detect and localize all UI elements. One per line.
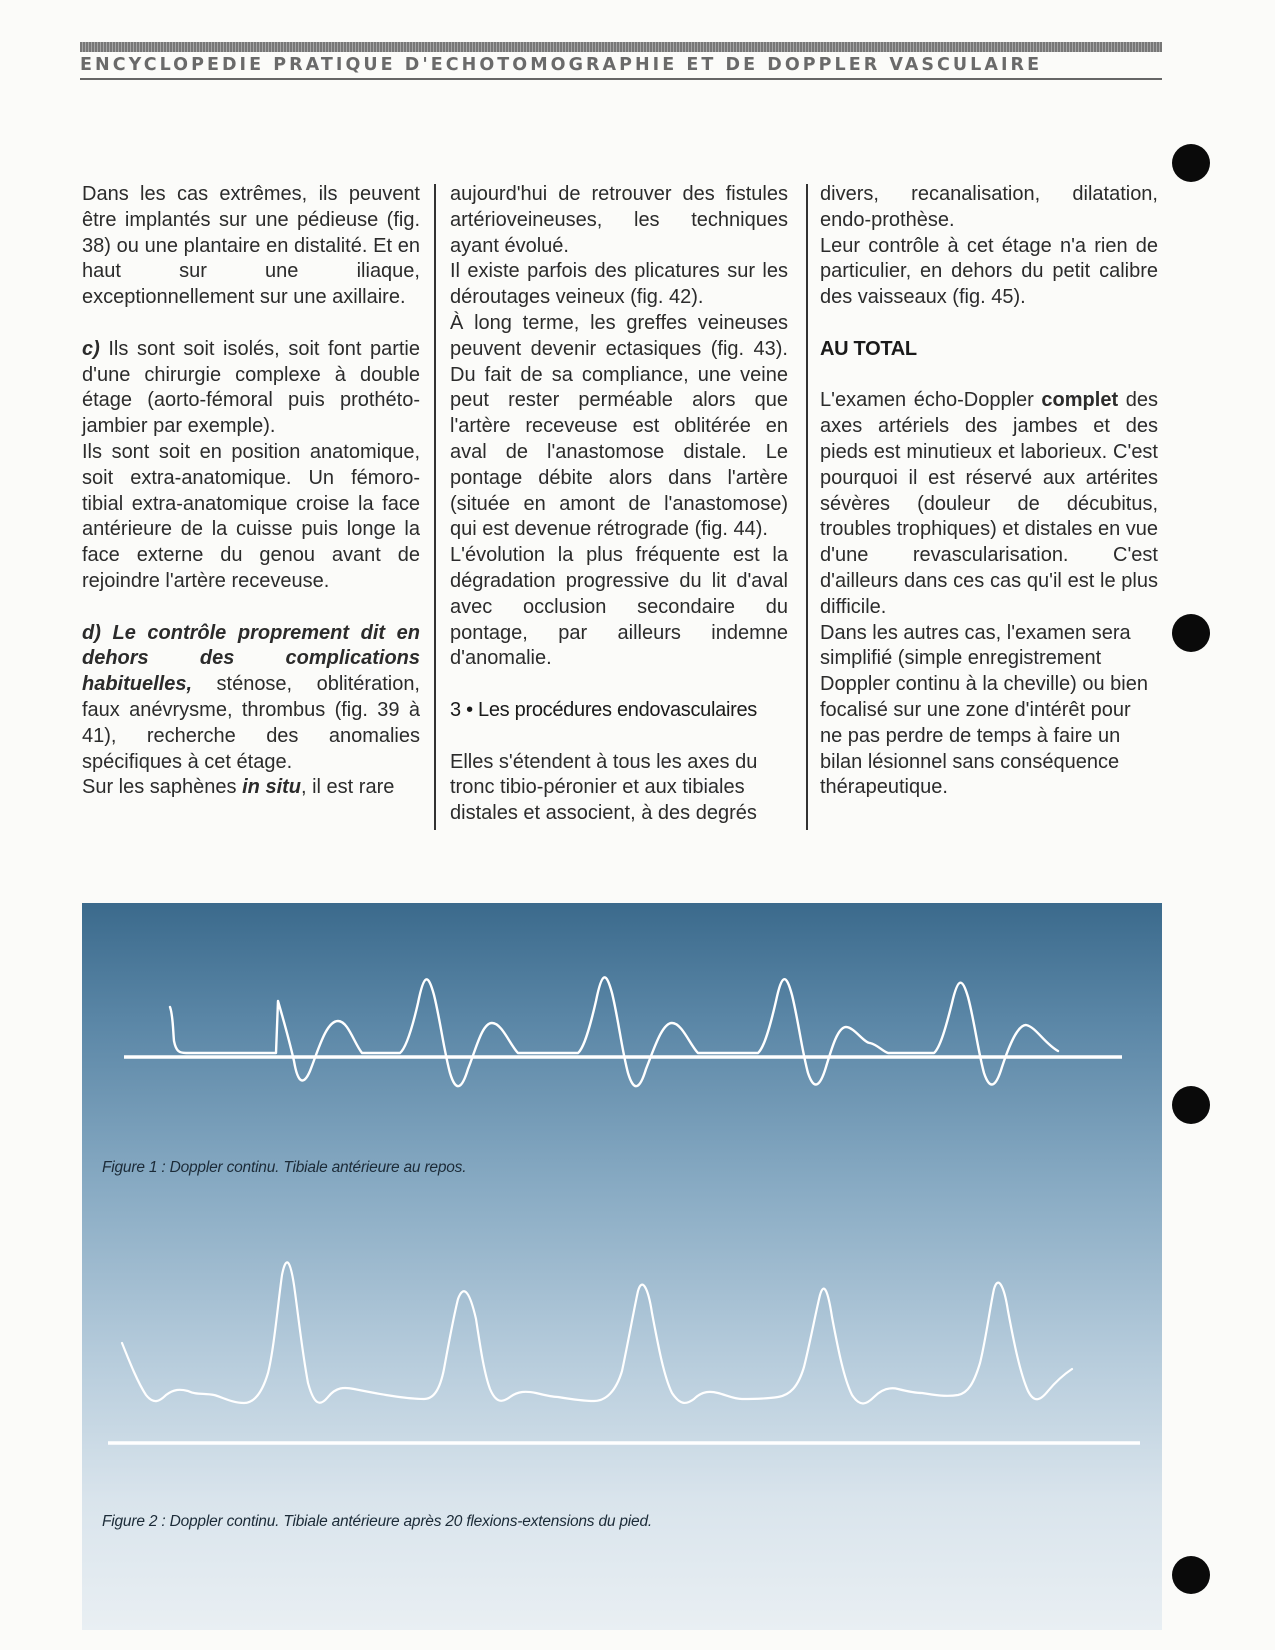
doppler-figure-panel: [82, 903, 1162, 1630]
paragraph: Leur contrôle à cet étage n'a rien de particulier, en dehors du petit calibre des vaisseaux (fig. 45).: [820, 234, 1158, 309]
paragraph: Elles s'étendent à tous les axes du tronc tibio-péronier et aux tibiales distales et associent, à des degrés: [450, 750, 758, 825]
emphasis: complet: [1041, 389, 1119, 412]
figure-2-caption: Figure 2 : Doppler continu. Tibiale antérieure après 20 flexions-extensions du pied.: [102, 1513, 653, 1530]
item-marker: c): [82, 337, 100, 360]
paragraph-text: Ils sont soit isolés, soit font partie d'une chirurgie complexe à double étage (aorto-fémoral puis prothéto-jambier par exemple).: [82, 337, 420, 438]
section-heading: AU TOTAL: [820, 337, 917, 360]
paragraph: Dans les cas extrêmes, ils peuvent être implantés sur une pédieuse (fig. 38) ou une plantaire en distalité. Et en haut sur une iliaque, exceptionnellement sur une axillaire.: [82, 183, 420, 309]
column-divider: [806, 184, 808, 830]
text-column-2: [450, 182, 788, 827]
paragraph: [820, 388, 1158, 620]
figure2-waveform: [122, 1262, 1072, 1403]
paragraph: Ils sont soit en position anatomique, soit extra-anatomique. Un fémoro-tibial extra-anatomique croise la face antérieure de la cuisse puis longe la face externe du genou avant de rejoindre l'artère receveuse.: [82, 440, 420, 592]
header-rule-bottom: [80, 78, 1162, 80]
paragraph: [82, 337, 420, 440]
paragraph-text: sténose, oblitération, faux anévrysme, thrombus (fig. 39 à 41), recherche des anomalies spécifiques à cet étage.: [82, 673, 420, 773]
paragraph-text: L'examen écho-Doppler: [820, 389, 1042, 412]
paragraph: À long terme, les greffes veineuses peuvent devenir ectasiques (fig. 43). Du fait de sa compliance, une veine peut rester perméable alors que l'artère receveuse est oblitérée en aval de l'anastomose distale. Le pontage débite alors dans l'artère (située en amont de l'anastomose) qui est devenue rétrograde (fig. 44).: [450, 311, 788, 541]
paragraph: [82, 621, 420, 776]
paragraph: L'évolution la plus fréquente est la dégradation progressive du lit d'aval avec occlusion secondaire du pontage, par ailleurs indemne d'anomalie.: [450, 544, 788, 670]
running-header: ENCYCLOPEDIE PRATIQUE D'ECHOTOMOGRAPHIE ET DE DOPPLER VASCULAIRE: [80, 55, 1043, 75]
binder-hole-4: [1172, 1556, 1210, 1594]
paragraph: Dans les autres cas, l'examen sera simplifié (simple enregistrement Doppler continu à la cheville) ou bien focalisé sur une zone d'intérêt pour ne pas perdre de temps à faire un bilan lésionnel sans conséquence thérapeutique.: [820, 621, 1148, 799]
paragraph-text: des axes artériels des jambes et des pieds est minutieux et laborieux. C'est pourquoi il est réservé aux artérites sévères (douleur de décubitus, troubles trophiques) et distales en vue d'une revascularisation. C'est d'ailleurs dans ces cas qu'il est le plus difficile.: [820, 389, 1158, 618]
emphasis: in situ: [242, 776, 301, 799]
text-column-3: [820, 182, 1158, 801]
binder-hole-3: [1172, 1086, 1210, 1124]
paragraph: aujourd'hui de retrouver des fistules artérioveineuses, les techniques ayant évolué.: [450, 183, 788, 257]
paragraph-text: Sur les saphènes: [82, 776, 243, 799]
binder-hole-2: [1172, 614, 1210, 652]
paragraph: divers, recanalisation, dilatation, endo-prothèse.: [820, 183, 1158, 231]
figure-1-caption: Figure 1 : Doppler continu. Tibiale antérieure au repos.: [102, 1159, 467, 1176]
section-heading: 3 • Les procédures endovasculaires: [450, 698, 757, 721]
column-divider: [434, 184, 436, 830]
paragraph: [82, 775, 420, 801]
header-rule-top: [80, 42, 1162, 52]
paragraph-text: , il est rare: [301, 776, 395, 799]
figure1-waveform: [170, 977, 1058, 1086]
binder-hole-1: [1172, 144, 1210, 182]
item-heading: d) Le contrôle proprement dit en dehors des complications habituelles,: [82, 621, 420, 696]
text-column-1: [82, 182, 420, 801]
paragraph: Il existe parfois des plicatures sur les déroutages veineux (fig. 42).: [450, 260, 788, 309]
